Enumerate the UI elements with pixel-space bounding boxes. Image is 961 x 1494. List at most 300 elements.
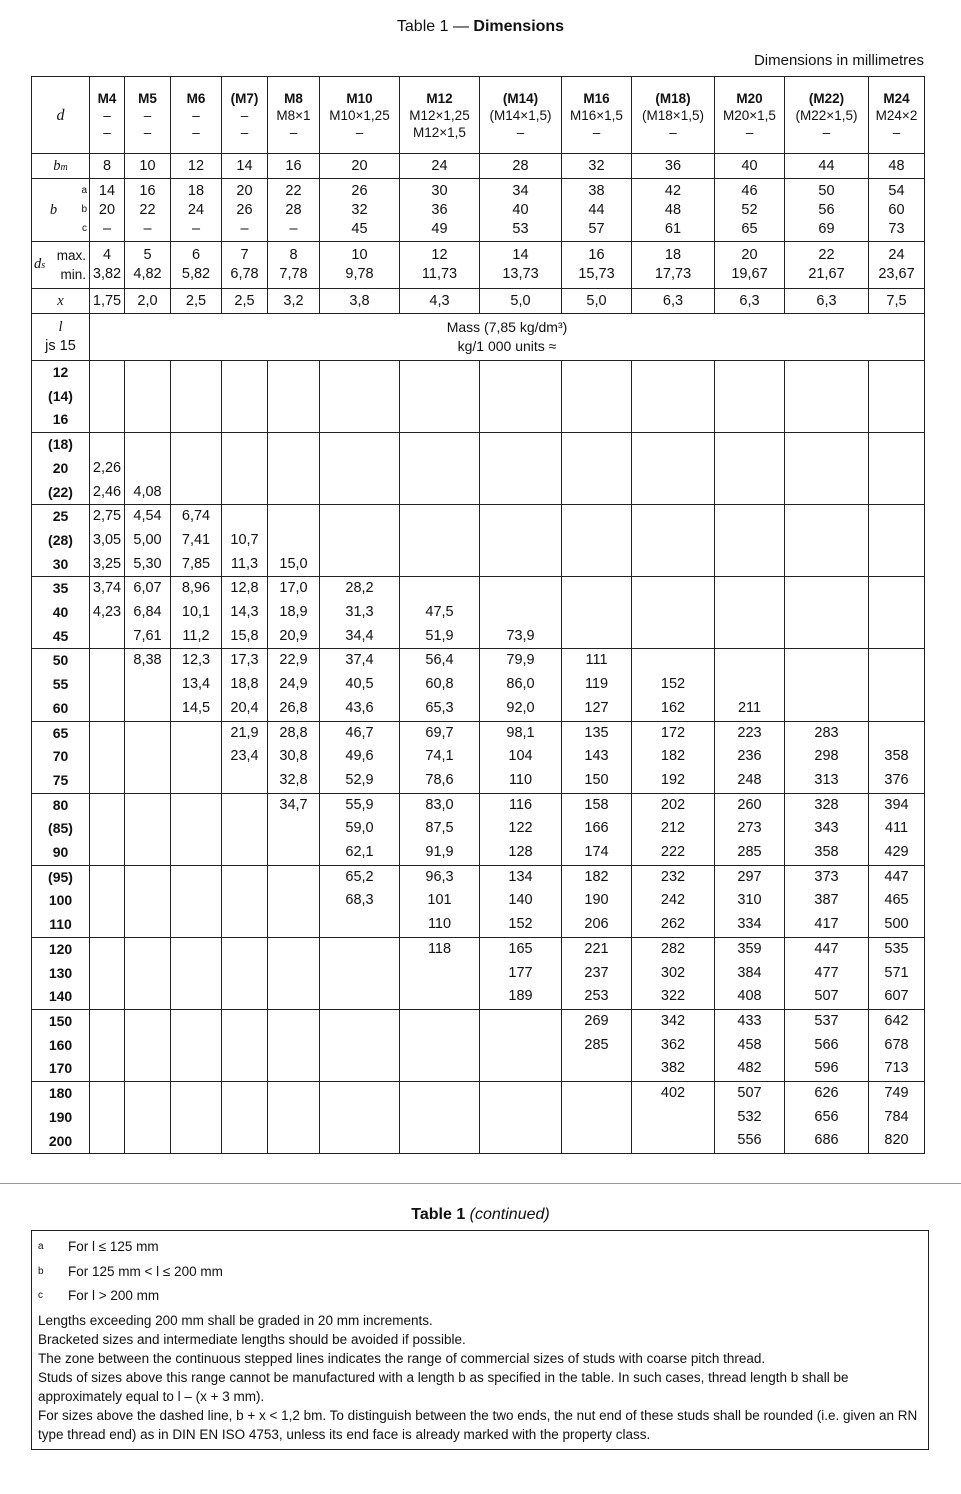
ds-max: 22 [818, 247, 835, 263]
mass-value: 118 [427, 940, 452, 957]
mass-value: 172 [660, 724, 686, 741]
mass-value [480, 601, 561, 625]
size-name: (M18) [655, 90, 691, 106]
mass-value [268, 385, 319, 409]
mass-value [171, 457, 221, 481]
mass-values [785, 1082, 869, 1154]
mass-value [268, 962, 319, 986]
mass-values [268, 505, 320, 577]
size-variant: – [103, 124, 111, 140]
cell-line: 18 [187, 182, 205, 199]
size-name: M16 [583, 90, 610, 106]
mass-values [125, 793, 171, 865]
x-value: 1,75 [90, 289, 125, 314]
mass-value [715, 361, 784, 385]
mass-value: 678 [884, 1036, 909, 1053]
mass-values [562, 937, 632, 1009]
mass-value [632, 457, 714, 481]
mass-value [320, 1034, 399, 1058]
mass-header [90, 314, 925, 361]
mass-values [785, 433, 869, 505]
mass-value [632, 433, 714, 457]
length-values [32, 505, 90, 577]
mass-value: 242 [660, 892, 686, 909]
mass-value [785, 577, 868, 601]
mass-value [268, 841, 319, 865]
mass-value: 373 [814, 868, 839, 885]
mass-value [90, 433, 124, 457]
mass-value: 394 [884, 796, 909, 813]
mass-value [171, 722, 221, 746]
mass-values [480, 1009, 562, 1081]
mass-value [320, 1106, 399, 1130]
ds-min: 23,67 [878, 266, 915, 282]
mass-values [125, 937, 171, 1009]
mass-value: 571 [884, 964, 909, 981]
continued-title: Table 1 (continued) [411, 1206, 550, 1223]
mass-value [480, 481, 561, 505]
mass-values [320, 721, 400, 793]
size-header [268, 77, 320, 154]
size-variant: – [143, 107, 152, 123]
mass-values [90, 793, 125, 865]
mass-value [125, 1106, 170, 1130]
mass-value: 47,5 [425, 604, 454, 621]
mass-values [222, 649, 268, 721]
mass-value: 122 [508, 820, 533, 837]
mass-value [869, 697, 924, 721]
mass-value: 7,61 [133, 627, 162, 644]
mass-value [480, 529, 561, 553]
mass-values [400, 721, 480, 793]
size-header [222, 77, 268, 154]
mass-value [125, 1129, 170, 1153]
mass-value [715, 457, 784, 481]
size-header [869, 77, 925, 154]
mass-value: 211 [737, 699, 762, 716]
mass-value: 20,4 [230, 699, 259, 716]
mass-value [400, 481, 479, 505]
note-text: The zone between the continuous stepped lines indicates the range of commercial sizes of studs with coarse pitch thread. [38, 1350, 766, 1366]
mass-value [320, 913, 399, 937]
b-row [32, 179, 925, 242]
mass-value [562, 1082, 631, 1106]
ds-max: 6 [191, 247, 201, 263]
mass-value [632, 1106, 714, 1130]
mass-value [171, 889, 221, 913]
mass-values [268, 721, 320, 793]
mass-value: 237 [584, 964, 609, 981]
mass-value: 298 [814, 748, 839, 765]
b-values [268, 179, 320, 242]
b-values [715, 179, 785, 242]
mass-value [171, 841, 221, 865]
mass-value: 104 [508, 748, 533, 765]
mass-value [480, 1010, 561, 1034]
footnote [38, 1262, 922, 1287]
x-value: 3,2 [268, 289, 320, 314]
mass-values [268, 865, 320, 937]
mass-value [632, 1129, 714, 1153]
mass-values [171, 1009, 222, 1081]
cell-line: 24 [187, 201, 205, 218]
mass-values [869, 577, 925, 649]
mass-values [171, 937, 222, 1009]
mass-value [171, 913, 221, 937]
mass-value [125, 457, 170, 481]
mass-value: 134 [508, 868, 533, 885]
mass-value: 223 [737, 724, 762, 741]
mass-value [171, 794, 221, 818]
mass-value: 119 [584, 676, 609, 693]
mass-value [785, 601, 868, 625]
mass-value [171, 866, 221, 890]
x-value: 5,0 [562, 289, 632, 314]
cell-line: 30 [431, 182, 448, 199]
mass-value [562, 408, 631, 432]
mass-value: 56,4 [425, 652, 454, 669]
cell-line: 22 [285, 182, 302, 199]
length-value: (95) [48, 868, 73, 885]
cell-line: 57 [588, 220, 605, 237]
bm-value: 32 [562, 154, 632, 179]
mass-value: 28,2 [345, 580, 374, 597]
x-value: 7,5 [869, 289, 925, 314]
size-variant: – [289, 124, 298, 140]
mass-value: 282 [660, 940, 686, 957]
mass-values [715, 361, 785, 433]
mass-value: 232 [660, 868, 686, 885]
ds-values [715, 242, 785, 289]
mass-value [222, 1106, 267, 1130]
mass-value: 182 [584, 868, 609, 885]
ds-values [125, 242, 171, 289]
notes-box [31, 1230, 929, 1450]
bm-value: 8 [90, 154, 125, 179]
mass-value [785, 433, 868, 457]
mass-values [222, 937, 268, 1009]
mass-value [222, 1034, 267, 1058]
size-name: M4 [97, 90, 117, 106]
mass-value [171, 769, 221, 793]
mass-value: 11,2 [182, 627, 210, 644]
mass-values [785, 937, 869, 1009]
length-value: (14) [48, 387, 73, 404]
mass-value [125, 433, 170, 457]
mass-value: 212 [660, 820, 686, 837]
mass-value [125, 794, 170, 818]
mass-value [785, 505, 868, 529]
mass-value [785, 361, 868, 385]
mass-value: 202 [660, 796, 686, 813]
mass-value [632, 649, 714, 673]
mass-values [171, 505, 222, 577]
mass-value: 248 [737, 771, 762, 788]
mass-value [400, 985, 479, 1009]
length-value: 55 [52, 676, 69, 693]
mass-value: 382 [660, 1060, 686, 1077]
mass-value [715, 673, 784, 697]
mass-values [869, 1009, 925, 1081]
mass-value: 110 [508, 771, 533, 788]
mass-values [715, 1009, 785, 1081]
mass-value: 11,3 [230, 555, 259, 572]
mass-values [222, 433, 268, 505]
l-mass-row [32, 314, 925, 361]
mass-value [268, 408, 319, 432]
mass-value: 713 [884, 1060, 909, 1077]
mass-value [869, 408, 924, 432]
l-label [32, 314, 90, 361]
mass-value [90, 1034, 124, 1058]
mass-values [125, 577, 171, 649]
mass-value [320, 408, 399, 432]
size-variant: M10×1,25 [329, 107, 390, 123]
mass-values [715, 505, 785, 577]
length-value: 80 [52, 796, 69, 813]
mass-value [222, 505, 267, 529]
mass-value [90, 985, 124, 1009]
mass-value: 310 [737, 892, 762, 909]
mass-values [480, 721, 562, 793]
mass-value: 6,84 [133, 604, 162, 621]
mass-value [785, 481, 868, 505]
ds-row [32, 242, 925, 289]
mass-value [400, 457, 479, 481]
bm-value: 48 [869, 154, 925, 179]
note-text: Lengths exceeding 200 mm shall be graded in 20 mm increments. [38, 1312, 433, 1328]
mass-value [869, 505, 924, 529]
ds-values [268, 242, 320, 289]
mass-value: 2,26 [92, 459, 122, 476]
mass-value [785, 625, 868, 649]
mass-value [400, 385, 479, 409]
mass-value: 46,7 [345, 724, 374, 741]
mass-value [90, 962, 124, 986]
length-values [32, 1009, 90, 1081]
cell-line: 40 [512, 201, 529, 218]
mass-value [320, 505, 399, 529]
mass-values [400, 361, 480, 433]
mass-value: 362 [660, 1036, 686, 1053]
ds-values [320, 242, 400, 289]
length-group-row [32, 505, 925, 577]
mass-values [400, 865, 480, 937]
length-value: 35 [52, 580, 69, 597]
mass-value [400, 433, 479, 457]
mass-values [480, 505, 562, 577]
mass-values [715, 433, 785, 505]
mass-value [90, 913, 124, 937]
mass-value [562, 457, 631, 481]
mass-value [268, 433, 319, 457]
mass-value [171, 985, 221, 1009]
ds-values [400, 242, 480, 289]
mass-value [715, 553, 784, 577]
x-value: 6,3 [715, 289, 785, 314]
mass-value [171, 745, 221, 769]
ds-sub: s [41, 260, 46, 271]
mass-value [632, 408, 714, 432]
mass-value [268, 457, 319, 481]
mass-value: 7,41 [181, 531, 211, 548]
cell-line: 56 [818, 201, 835, 218]
b-values [171, 179, 222, 242]
mass-values [400, 433, 480, 505]
ds-max: 20 [741, 247, 758, 263]
mass-values [480, 361, 562, 433]
length-values [32, 793, 90, 865]
mass-value: 328 [814, 796, 839, 813]
footnote-mark: a [38, 1241, 44, 1252]
mass-value [171, 433, 221, 457]
b-values [869, 179, 925, 242]
mass-value: 458 [737, 1036, 762, 1053]
mass-value [90, 722, 124, 746]
mass-value: 83,0 [425, 796, 454, 813]
mass-value [171, 1129, 221, 1153]
mass-values [785, 793, 869, 865]
mass-values [480, 793, 562, 865]
length-value: (22) [48, 483, 73, 500]
ds-min: 3,82 [92, 266, 122, 282]
mass-value: 17,0 [279, 580, 308, 597]
mass-value [171, 1106, 221, 1130]
b-values [320, 179, 400, 242]
mass-value: 78,6 [425, 771, 454, 788]
mass-values [268, 577, 320, 649]
mass-values [562, 1009, 632, 1081]
mass-values [320, 1082, 400, 1154]
mass-value: 92,0 [506, 699, 535, 716]
length-group-row [32, 649, 925, 721]
bm-value: 14 [222, 154, 268, 179]
mass-value [400, 529, 479, 553]
mass-value [320, 1010, 399, 1034]
mass-value: 3,25 [92, 555, 122, 572]
cell-line: 38 [588, 182, 605, 199]
length-values [32, 865, 90, 937]
mass-value [125, 361, 170, 385]
mass-value: 221 [584, 940, 609, 957]
length-group-row [32, 937, 925, 1009]
mass-value: 3,05 [92, 531, 122, 548]
length-value: 25 [52, 508, 69, 525]
mass-value [869, 553, 924, 577]
mass-value: 447 [884, 868, 909, 885]
mass-value [869, 481, 924, 505]
mass-value: 500 [884, 916, 909, 933]
mass-values [562, 577, 632, 649]
mass-value: 62,1 [345, 844, 374, 861]
mass-value [90, 745, 124, 769]
mass-value: 34,7 [279, 796, 308, 813]
mass-value [90, 1106, 124, 1130]
mass-value: 532 [737, 1108, 762, 1125]
length-value: 20 [52, 459, 69, 476]
mass-values [90, 937, 125, 1009]
length-value: 75 [52, 771, 69, 788]
mass-value: 10,1 [181, 604, 211, 621]
mass-value [869, 457, 924, 481]
mass-value [268, 481, 319, 505]
footnote-mark: c [38, 1290, 43, 1301]
bm-row [32, 154, 925, 179]
size-variant: – [240, 124, 249, 140]
units-note: Dimensions in millimetres [753, 52, 924, 69]
mass-value [869, 649, 924, 673]
mass-value: 322 [660, 988, 686, 1005]
mass-value: 189 [508, 988, 533, 1005]
mass-values [632, 433, 715, 505]
cell-line: 53 [512, 220, 529, 237]
mass-value [320, 553, 399, 577]
b-values [400, 179, 480, 242]
mass-values [632, 721, 715, 793]
ds-min: 7,78 [279, 266, 308, 282]
length-value: 12 [52, 364, 69, 380]
mass-value: 384 [737, 964, 762, 981]
length-values [32, 361, 90, 433]
mass-value: 607 [884, 988, 909, 1005]
mass-value [171, 1082, 221, 1106]
mass-values [400, 505, 480, 577]
mass-value [222, 866, 267, 890]
mass-values [785, 1009, 869, 1081]
mass-value [480, 1082, 561, 1106]
ds-min: 17,73 [654, 266, 692, 282]
mass-value [268, 361, 319, 385]
mass-value: 358 [814, 844, 839, 861]
cell-line: 48 [664, 201, 682, 218]
b-footnote-mark: a [81, 185, 87, 196]
length-group-row [32, 361, 925, 433]
mass-value [125, 985, 170, 1009]
mass-value: 411 [884, 820, 909, 837]
mass-values [632, 577, 715, 649]
mass-value: 59,0 [345, 820, 374, 837]
mass-values [125, 721, 171, 793]
mass-values [90, 1009, 125, 1081]
mass-value: 165 [508, 940, 533, 957]
ds-max: 5 [143, 247, 152, 263]
mass-values [785, 865, 869, 937]
mass-value [715, 529, 784, 553]
mass-value [268, 889, 319, 913]
mass-value: 65,3 [425, 699, 454, 716]
size-variant: – [892, 124, 901, 140]
size-header [785, 77, 869, 154]
size-variant: – [143, 124, 152, 140]
size-variant: – [592, 124, 601, 140]
mass-value: 596 [814, 1060, 839, 1077]
mass-value: 24,9 [279, 676, 308, 693]
size-variant: – [355, 124, 364, 140]
mass-value [90, 938, 124, 962]
cell-line: 26 [236, 201, 253, 218]
ds-max-label: max. [56, 248, 86, 263]
mass-value: 18,9 [279, 604, 308, 621]
mass-values [869, 937, 925, 1009]
mass-values [90, 1082, 125, 1154]
size-header [715, 77, 785, 154]
mass-value [320, 457, 399, 481]
mass-value: 96,3 [425, 868, 454, 885]
mass-value: 79,9 [506, 652, 535, 669]
mass-value [320, 962, 399, 986]
mass-values [171, 1082, 222, 1154]
length-value: 45 [52, 627, 69, 644]
